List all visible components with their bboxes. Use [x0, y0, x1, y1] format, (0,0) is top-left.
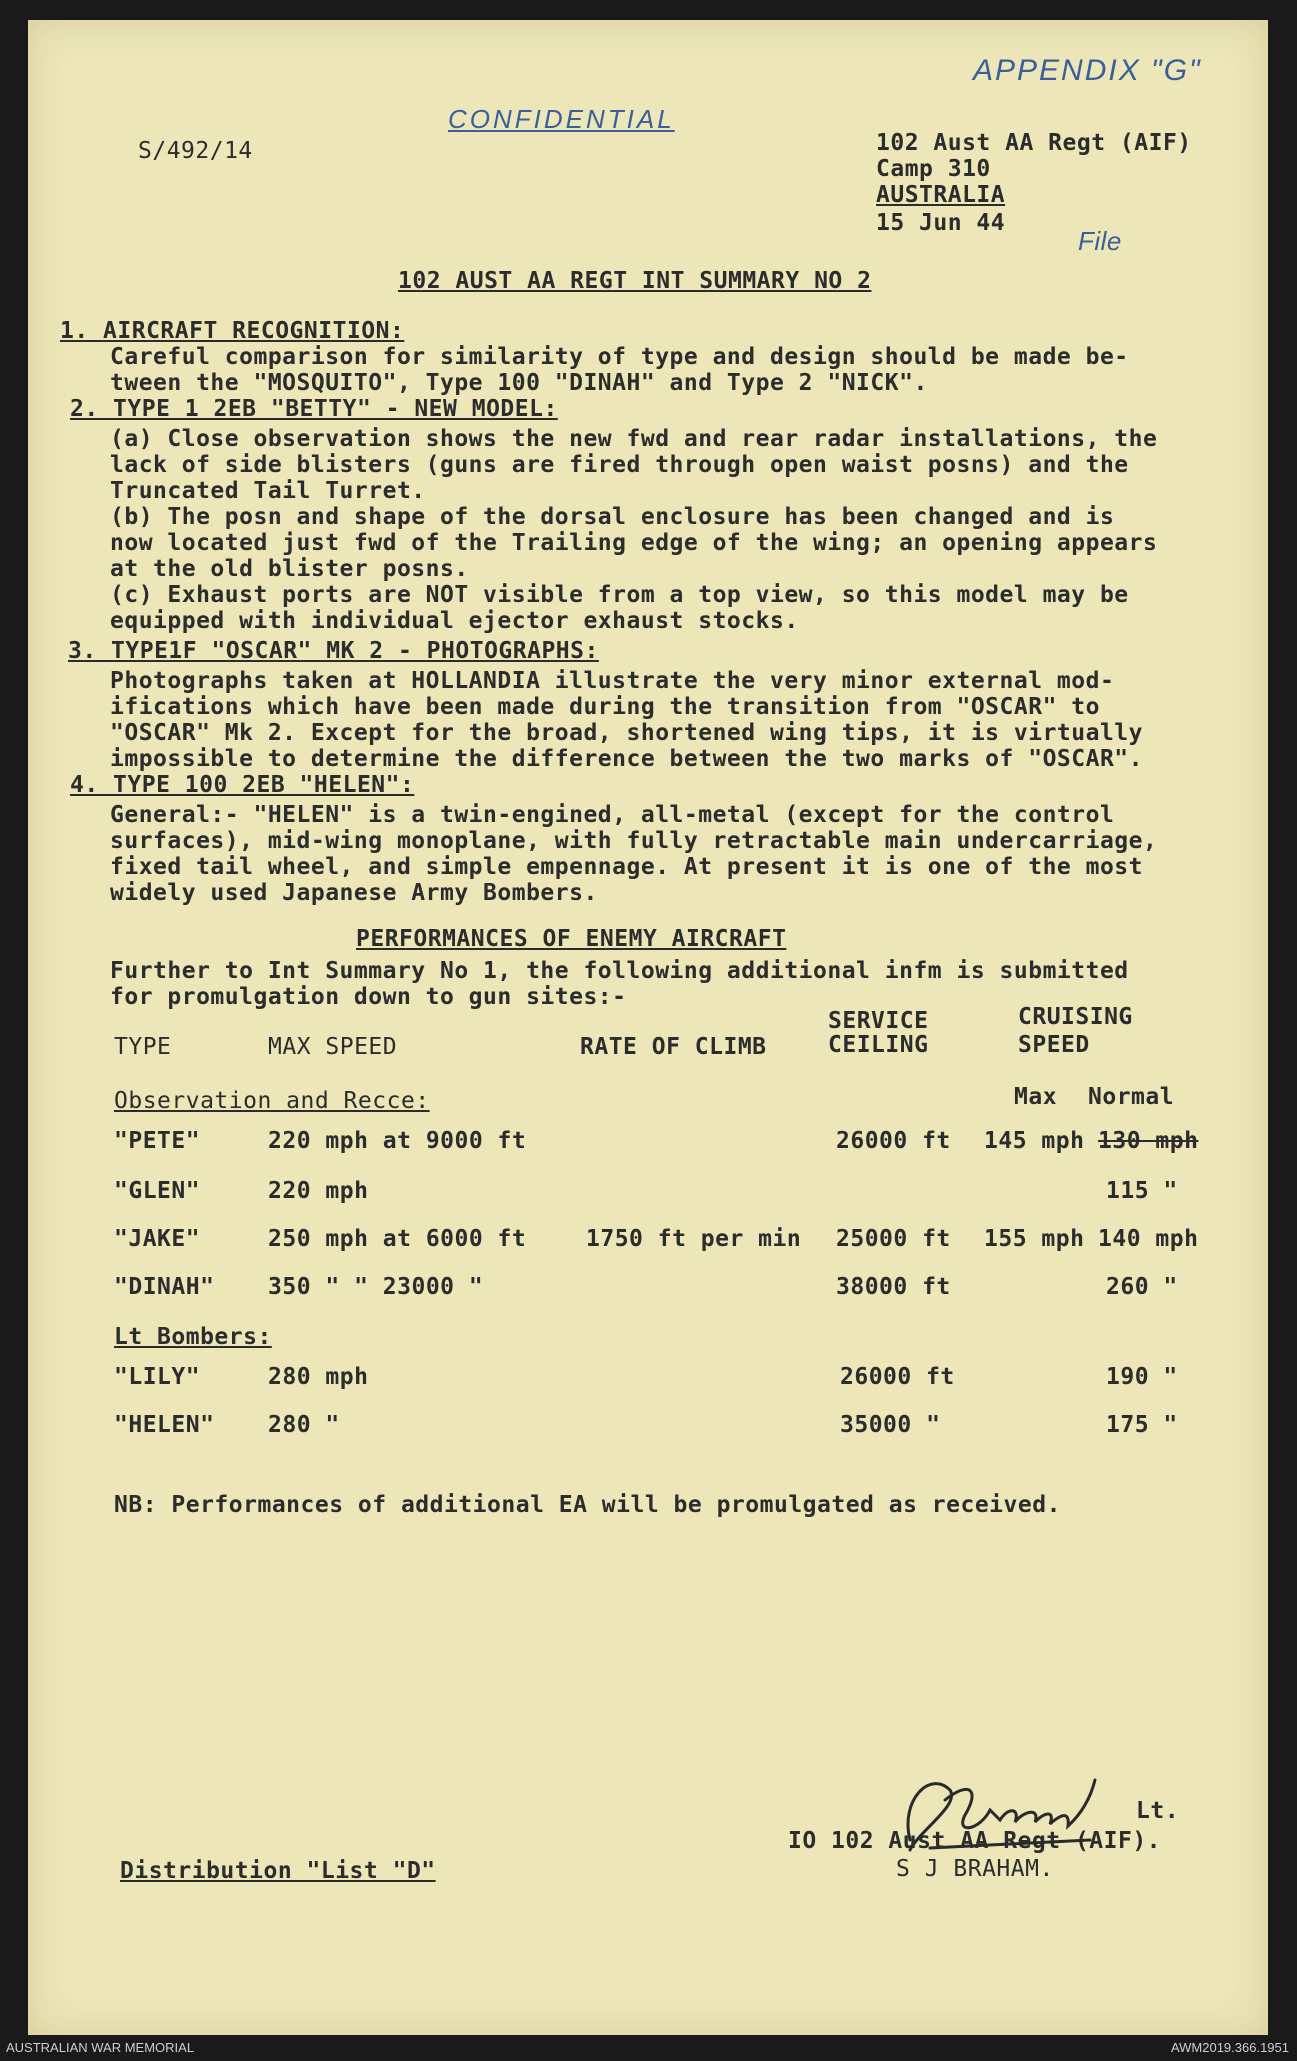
row-type: "DINAH"	[114, 1274, 215, 1300]
section-3-line: impossible to determine the difference between the two marks of "OSCAR".	[110, 746, 1143, 772]
section-4-line: widely used Japanese Army Bombers.	[110, 880, 598, 906]
section-4-line: General:- "HELEN" is a twin-engined, all-metal (except for the control	[110, 802, 1115, 828]
row-cruise-normal: 115 "	[1106, 1178, 1178, 1204]
row-cruise-normal: 260 "	[1106, 1274, 1178, 1300]
row-cruise-normal: 190 "	[1106, 1364, 1178, 1390]
signature-line: IO 102 Aust AA Regt (AIF).	[788, 1828, 1162, 1854]
row-speed: 220 mph at 9000 ft	[268, 1128, 527, 1154]
col-type-header: TYPE	[114, 1034, 172, 1060]
row-ceiling: 38000 ft	[836, 1274, 951, 1300]
section-2-line: lack of side blisters (guns are fired through open waist posns) and the	[110, 452, 1129, 478]
signature-rank: Lt.	[1136, 1798, 1180, 1824]
row-climb: 1750 ft per min	[586, 1226, 802, 1252]
section-2-line: (a) Close observation shows the new fwd and rear radar installations, the	[110, 426, 1158, 452]
country: AUSTRALIA	[876, 182, 1006, 208]
col-ceiling-label: SERVICE	[828, 1008, 929, 1034]
col-speed-header: MAX SPEED	[268, 1034, 398, 1060]
section-2-line: equipped with individual ejector exhaust stocks.	[110, 608, 799, 634]
camp-number: Camp 310	[876, 156, 991, 182]
sub-max-header: Max	[1014, 1084, 1058, 1110]
nb-note: NB: Performances of additional EA will be promulgated as received.	[114, 1492, 1061, 1518]
row-ceiling: 25000 ft	[836, 1226, 951, 1252]
row-speed: 280 "	[268, 1412, 340, 1438]
row-speed: 220 mph	[268, 1178, 369, 1204]
section-3-heading: 3. TYPE1F "OSCAR" MK 2 - PHOTOGRAPHS:	[68, 638, 599, 664]
signature-name: S J BRAHAM.	[896, 1856, 1054, 1882]
section-3-line: ifications which have been made during the transition from "OSCAR" to	[110, 694, 1100, 720]
row-speed: 250 mph at 6000 ft	[268, 1226, 527, 1252]
confidential-stamp: CONFIDENTIAL	[448, 104, 675, 134]
section-2-heading: 2. TYPE 1 2EB "BETTY" - NEW MODEL:	[70, 396, 558, 422]
performance-heading: PERFORMANCES OF ENEMY AIRCRAFT	[356, 926, 787, 952]
file-annotation: File	[1078, 226, 1122, 256]
section-2-line: Truncated Tail Turret.	[110, 478, 426, 504]
group-bombers: Lt Bombers:	[114, 1324, 272, 1350]
col-cruise-label: SPEED	[1018, 1032, 1090, 1058]
col-climb-header: RATE OF CLIMB	[580, 1034, 767, 1060]
document-page	[28, 20, 1268, 2035]
section-2-line: now located just fwd of the Trailing edge of the wing; an opening appears	[110, 530, 1158, 556]
row-type: "JAKE"	[114, 1226, 201, 1252]
section-2-line: at the old blister posns.	[110, 556, 469, 582]
section-3-line: Photographs taken at HOLLANDIA illustrate the very minor external mod-	[110, 668, 1115, 694]
footer-archive-name: AUSTRALIAN WAR MEMORIAL	[6, 2040, 195, 2055]
section-4-heading: 4. TYPE 100 2EB "HELEN":	[70, 772, 415, 798]
row-speed: 280 mph	[268, 1364, 369, 1390]
row-cruise-max: 155 mph	[984, 1226, 1085, 1252]
row-type: "GLEN"	[114, 1178, 201, 1204]
col-ceiling-label: CEILING	[828, 1032, 929, 1058]
row-type: "PETE"	[114, 1128, 201, 1154]
section-2-line: (b) The posn and shape of the dorsal enclosure has been changed and is	[110, 504, 1115, 530]
row-ceiling: 26000 ft	[836, 1128, 951, 1154]
col-cruise-label: CRUISING	[1018, 1004, 1133, 1030]
section-1-heading: 1. AIRCRAFT RECOGNITION:	[60, 318, 405, 344]
row-cruise-normal: 140 mph	[1098, 1226, 1199, 1252]
distribution-list: Distribution "List "D"	[120, 1858, 436, 1884]
row-speed: 350 " " 23000 "	[268, 1274, 484, 1300]
footer-accession-number: AWM2019.366.1951	[1170, 2040, 1289, 2055]
document-date: 15 Jun 44	[876, 210, 1006, 236]
group-observation: Observation and Recce:	[114, 1088, 430, 1114]
reference-number: S/492/14	[138, 138, 253, 164]
performance-intro: for promulgation down to gun sites:-	[110, 984, 627, 1010]
row-ceiling: 35000 "	[840, 1412, 941, 1438]
section-4-line: surfaces), mid-wing monoplane, with fully retractable main undercarriage,	[110, 828, 1158, 854]
appendix-label: APPENDIX "G"	[973, 54, 1202, 87]
row-type: "LILY"	[114, 1364, 201, 1390]
unit-name: 102 Aust AA Regt (AIF)	[876, 130, 1192, 156]
performance-intro: Further to Int Summary No 1, the following additional infm is submitted	[110, 958, 1129, 984]
page-title: 102 AUST AA REGT INT SUMMARY NO 2	[398, 268, 872, 294]
section-2-line: (c) Exhaust ports are NOT visible from a top view, so this model may be	[110, 582, 1129, 608]
row-type: "HELEN"	[114, 1412, 215, 1438]
row-cruise-normal: 130 mph	[1098, 1128, 1199, 1154]
section-1-line: Careful comparison for similarity of type and design should be made be-	[110, 344, 1129, 370]
row-ceiling: 26000 ft	[840, 1364, 955, 1390]
row-cruise-max: 145 mph	[984, 1128, 1085, 1154]
sub-normal-header: Normal	[1088, 1084, 1175, 1110]
section-4-line: fixed tail wheel, and simple empennage. At present it is one of the most	[110, 854, 1143, 880]
section-1-line: tween the "MOSQUITO", Type 100 "DINAH" and Type 2 "NICK".	[110, 370, 928, 396]
row-cruise-normal: 175 "	[1106, 1412, 1178, 1438]
section-3-line: "OSCAR" Mk 2. Except for the broad, shortened wing tips, it is virtually	[110, 720, 1143, 746]
